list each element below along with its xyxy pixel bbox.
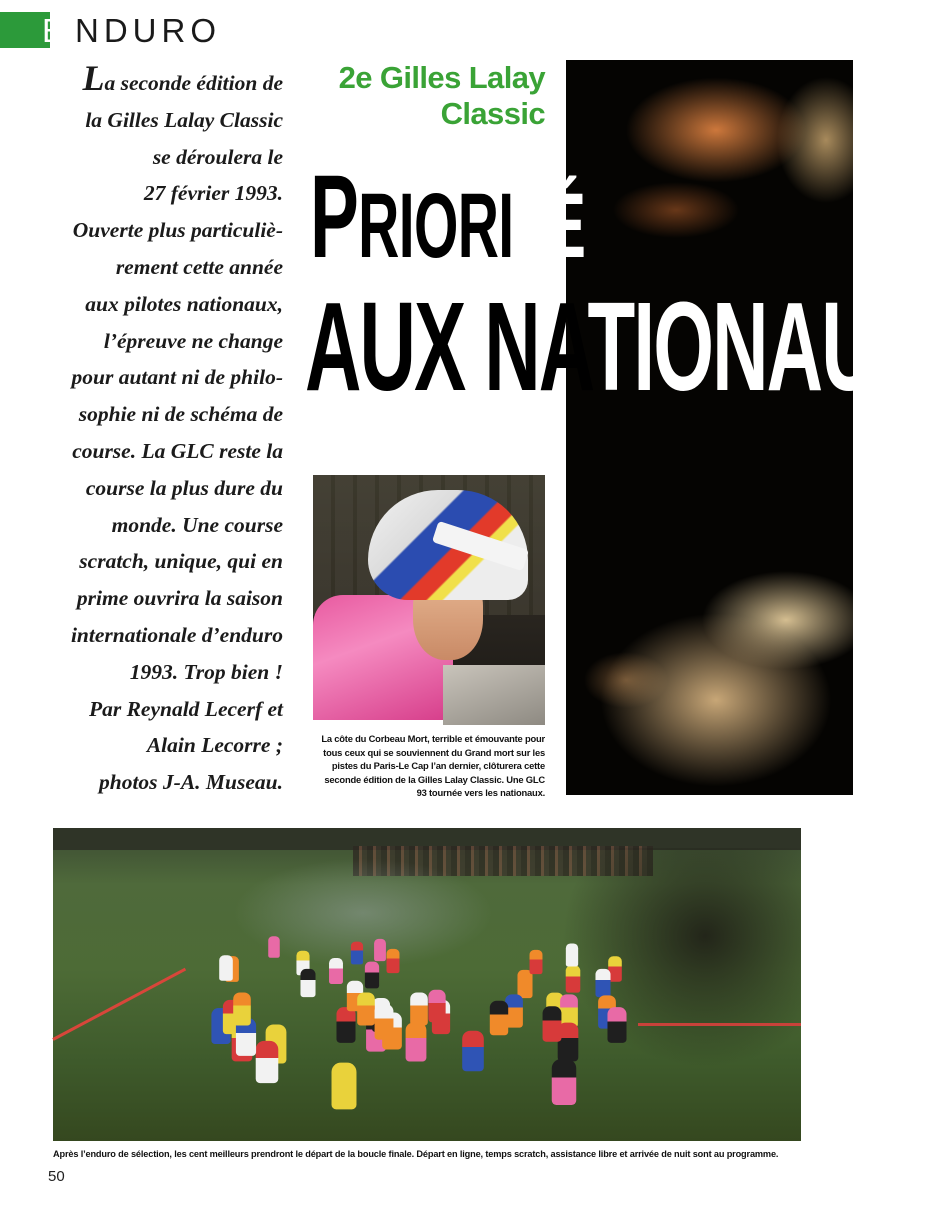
race-start-photo [53,828,801,1141]
rider-figure [374,939,386,961]
intro-line: internationale d’enduro [70,622,283,647]
kicker-line-1: 2e Gilles Lalay [338,60,545,95]
grey-jersey [443,665,545,725]
intro-byline: Alain Lecorre ; [146,733,283,758]
rider-figure [566,965,581,992]
headline-word-part: RIORI [358,175,514,277]
rider-pack [183,928,633,1128]
race-caption: Après l’enduro de sélection, les cent meilleurs prendront le départ de la boucle finale. Départ en ligne, temps scratch, assistance libre et arrivée de nuit sont au programme. [53,1149,779,1159]
rider-figure [566,943,578,966]
rider-figure [351,941,363,964]
intro-line: monde. Une course [111,512,283,537]
tape-fence [638,1023,801,1026]
rider-figure [332,1063,357,1110]
intro-line: 1993. Trop bien ! [129,659,283,684]
intro-line: prime ouvrira la saison [76,586,283,611]
rider-figure [220,956,234,982]
headline-line-2 [305,276,926,417]
intro-line: Ouverte plus particuliè- [72,218,283,243]
main-headline [305,151,926,417]
rider-figure [357,992,375,1025]
rider-figure [374,1005,393,1040]
kicker-line-2: Classic [440,96,545,131]
section-title [42,11,222,49]
rider-figure [552,1059,576,1105]
headline-line-1 [309,151,645,283]
section-title-rest: NDURO [75,11,222,49]
section-title-initial: E [42,11,70,49]
rider-figure [365,962,379,989]
intro-line: rement cette année [115,254,283,279]
rider-figure [410,993,428,1026]
page-number: 50 [48,1168,65,1185]
intro-line: a seconde édition de [104,71,283,95]
intro-dropcap: L [82,58,105,98]
headline-word-part-on-photo: TÉ [513,175,586,277]
intro-line: l’épreuve ne change [103,328,283,353]
headline-word-part: AUX NA [305,276,588,417]
rider-figure [530,950,543,974]
headline-initial: P [309,151,359,283]
rider-figure [269,936,281,958]
rider-figure [542,1006,561,1041]
intro-line: pour autant ni de philo- [71,365,283,390]
intro-line: la Gilles Lalay Classic [85,107,283,132]
rider-figure [462,1030,484,1071]
intro-line: se déroulera le [152,144,283,169]
rider-figure [405,1023,426,1062]
intro-line: aux pilotes nationaux, [85,291,283,316]
intro-line: scratch, unique, qui en [79,549,283,574]
rider-figure [329,958,343,984]
section-header [0,12,221,48]
rider-figure [596,969,611,997]
intro-line: 27 février 1993. [143,181,283,206]
intro-photo-credit: photos J-A. Museau. [99,770,283,795]
rider-figure [490,1000,508,1035]
intro-line: course. La GLC reste la [72,438,283,463]
tape-fence [52,968,186,1041]
rider-figure [387,949,400,973]
intro-byline: Par Reynald Lecerf et [88,696,283,721]
headline-word-part-on-photo: TIONAUX [587,276,926,417]
rider-figure [301,968,316,996]
rider-figure [233,993,251,1026]
rider-figure [428,990,445,1022]
intro-line: course la plus dure du [85,475,283,500]
intro-paragraph [40,60,283,801]
kicker-title [300,60,545,132]
portrait-caption: La côte du Corbeau Mort, terrible et émouvante pour tous ceux qui se souviennent du Grand mort sur les pistes du Paris-Le Cap l’an dernier, clôturera cette seconde édition de la Gilles Lalay Classic. Une GLC 93 tournée vers les nationaux. [321,733,545,799]
rider-figure [607,1007,626,1043]
rider-portrait-photo [313,475,545,720]
rider-figure [256,1040,279,1082]
intro-line: sophie ni de schéma de [78,402,283,427]
rider-figure [337,1007,356,1043]
